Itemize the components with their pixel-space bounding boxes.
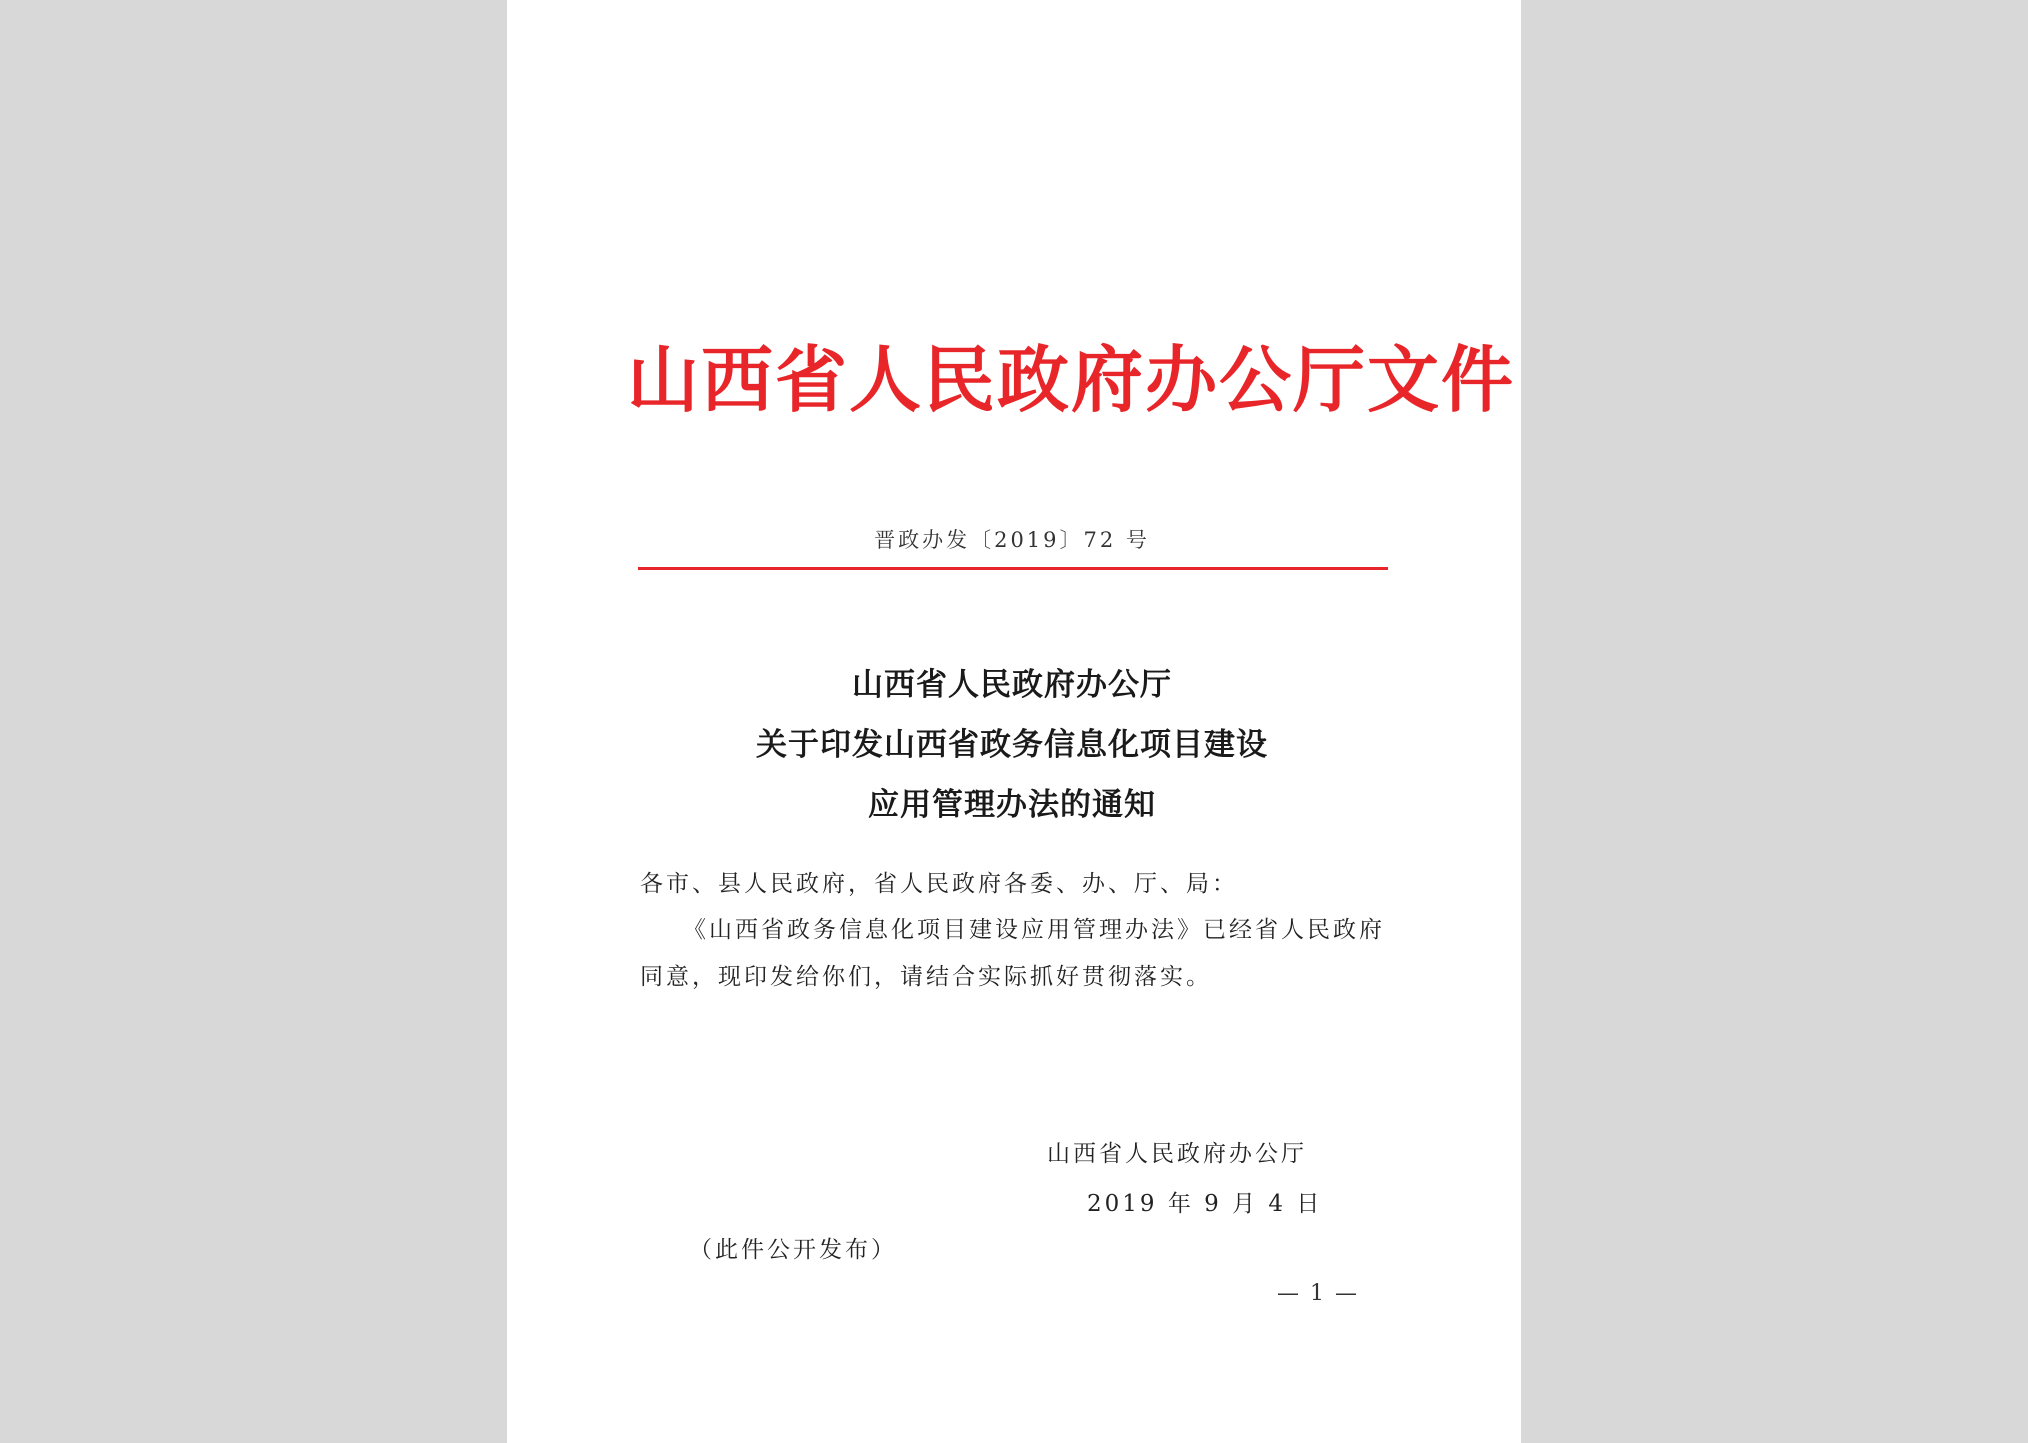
body-paragraph-line-1: 《山西省政务信息化项目建设应用管理办法》已经省人民政府	[683, 917, 1385, 943]
document-title	[637, 655, 1387, 835]
red-divider-line	[638, 567, 1388, 570]
issuer-signature: 山西省人民政府办公厅	[1047, 1141, 1307, 1167]
body-paragraph-line-2: 同意，现印发给你们，请结合实际抓好贯彻落实。	[640, 964, 1212, 990]
page-number: — 1 —	[1277, 1281, 1359, 1306]
title-line-2: 关于印发山西省政务信息化项目建设	[756, 727, 1268, 763]
salutation: 各市、县人民政府，省人民政府各委、办、厅、局：	[640, 871, 1238, 897]
publication-note: （此件公开发布）	[689, 1237, 897, 1263]
document-masthead: 山西省人民政府办公厅文件	[627, 337, 1516, 422]
document-page	[507, 0, 1521, 1443]
issue-date: 2019 年 9 月 4 日	[1087, 1191, 1323, 1217]
title-line-1: 山西省人民政府办公厅	[852, 667, 1172, 703]
title-line-3: 应用管理办法的通知	[868, 787, 1156, 823]
document-number: 晋政办发〔2019〕72 号	[874, 528, 1150, 552]
